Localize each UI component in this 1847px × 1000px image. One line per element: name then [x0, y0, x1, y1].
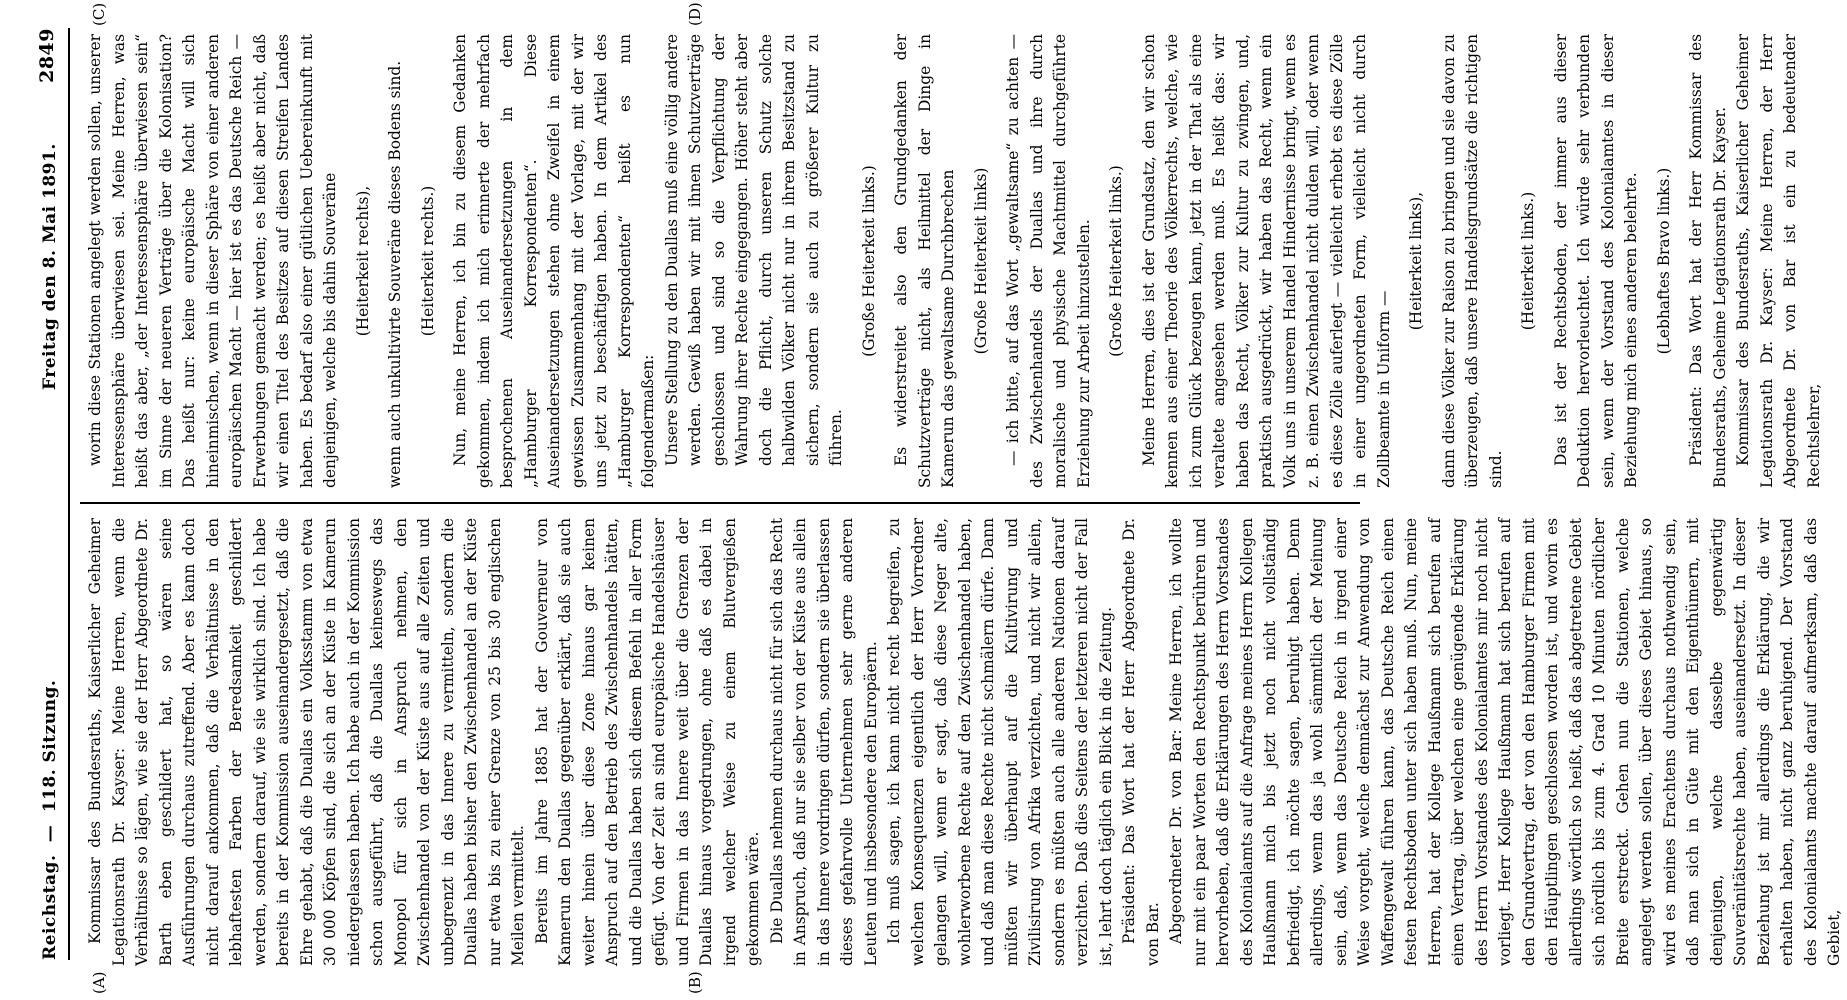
paragraph: Nun, meine Herren, ich bin zu diesem Gedanken gekommen, indem ich mich erinnerte der mehrfach besprochenen Auseinandersetzungen in dem „Hamburger Korrespondenten“. Diese Auseinandersetzungen stehen ohne Zweifel in einem gewissen Zusammenhang mit der Vorlage, mit der wir uns jetzt zu beschäftigen haben. In dem Artikel des „Hamburger Korrespondenten“ heißt es nun folgendermaßen:: [451, 34, 657, 488]
paragraph: Abgeordneter Dr. von Bar: Meine Herren, ich wollte nur mit ein paar Worten den Rechtspunkt berühren und hervorheben, daß die Erklärungen des Herrn Vorstandes des Kolonialamts auf die Anfrage meines Herrn Kollegen Haußmann mich bis jetzt noch nicht vollständig befriedigt, ich möchte sagen, beruhigt haben. Denn allerdings, wenn das ja wohl sämmtlich der Meinung sein, daß, wenn das Deutsche Reich in irgend einer Weise vorgeht, welche demnächst zur Anwendung von Waffengewalt führen kann, das Deutsche Reich einen festen Rechtsboden unter sich haben muß. Nun, meine Herren, hat der Kollege Haußmann sich berufen auf einen Vertrag, über welchen eine genügende Erklärung des Herrn Vorstandes des Kolonialamtes mir noch nicht vorliegt. Herr Kollege Haußmann hat sich berufen auf den Grundvertrag, der von den Hamburger Firmen mit den Häuptlingen geschlossen worden ist, und worin es allerdings wörtlich so heißt, daß das abgetretene Gebiet sich nördlich bis zum 4. Grad 10 Minuten nördlicher Breite erstreckt. Gehen nun die Stationen, welche angelegt werden sollen, über dieses Gebiet hinaus, so wird es meines Erachtens durchaus nothwendig sein, daß man sich in Güte mit den Eigenthümern, mit denjenigen, welche dasselbe gegenwärtig Souveränitätsrechte haben, auseinandersetzt. In dieser Beziehung ist mir allerdings die Erklärung, die wir erhalten haben, nicht ganz beruhigend. Der Vorstand des Kolonialamts machte darauf aufmerksam, daß das Gebiet,: [1167, 518, 1843, 966]
margin-marker-b: (B): [686, 971, 704, 994]
header-date: Freitag den 8. Mai 1891.: [40, 143, 60, 390]
stage-direction: (Heiterkeit rechts),: [353, 185, 372, 337]
margin-marker-c: (C): [90, 2, 108, 26]
stage-direction: (Große Heiterkeit links): [971, 167, 990, 355]
stage-direction: (Große Heiterkeit links.): [859, 165, 878, 357]
stage-direction: (Heiterkeit rechts.): [418, 185, 437, 337]
paragraph: — ich bitte, auf das Wort „gewaltsame“ zu achten — des Zwischenhandels der Duallas und ihre durch moralische und physische Machtmittel durchgeführte Erziehung zur Arbeit hinzustellen.: [1004, 34, 1093, 488]
paragraph: Präsident: Das Wort hat der Herr Kommissar des Bundesraths, Geheime Legationsrath Dr. Kayser.: [1687, 34, 1729, 488]
page-header: [36, 28, 70, 960]
header-session: [40, 680, 60, 960]
stage-direction: (Heiterkeit links.): [1519, 191, 1537, 331]
stage-direction: (Heiterkeit links),: [1407, 191, 1425, 331]
paragraph: Bereits im Jahre 1885 hat der Gouverneur von Kamerun den Duallas gegenüber erklärt, daß sie auch weiter hinein über diese Zone hinaus gar keinen Anspruch auf den Betrieb des Zwischenhandels hätten, und die Duallas haben sich diesem Befehl in aller Form gefügt. Von der Zeit an sind europäische Handelshäuser und Firmen in das Innere weit über die Grenzen der Duallas hinaus vorgedrungen, ohne daß es dabei in irgend welcher Weise zu einem Blutvergießen gekommen wäre.: [532, 518, 762, 966]
header-journal: Reichstag.: [40, 854, 60, 960]
page-number: 2849: [36, 28, 58, 83]
quoted-passage: Unsere Stellung zu den Duallas muß eine völlig andere werden. Gewiß haben wir mit ihnen Schutzverträge geschlossen und sind so die Verpflichtung der Wahrung ihrer Rechte eingegangen. Höher steht aber doch die Pflicht, durch unseren Schutz solche halbwilden Völker nicht nur in ihrem Besitzstand zu sichern, sondern sie auch zu größerer Kultur zu führen.: [662, 34, 845, 466]
header-session-number: 118. Sitzung.: [40, 679, 60, 813]
stage-direction: (Große Heiterkeit links.): [1107, 165, 1125, 357]
margin-marker-a: (A): [90, 971, 108, 994]
header-rule: [68, 28, 70, 960]
paragraph: Die Duallas nehmen durchaus nicht für sich das Recht in Anspruch, daß nur sie selber von der Küste aus allein in das Innere vordringen dürfen, sondern sie überlassen dieses gefahrvolle Unternehmen sehr gerne anderen Leuten und insbesondere den Europäern.: [767, 518, 880, 966]
header-separator: —: [40, 824, 60, 843]
paragraph: Das ist der Rechtsboden, der immer aus dieser Deduktion hervorleuchtet. Ich würde sehr verbunden sein, wenn der Vorstand des Kolonialamtes in dieser Beziehung mich eines anderen belehrte.: [1551, 34, 1640, 488]
right-column: [84, 34, 1823, 488]
paragraph: Kommissar des Bundesraths, Kaiserlicher Geheimer Legationsrath Dr. Kayser: Meine Herren, wenn die Verhältnisse so lägen, wie sie der Herr Abgeordnete Dr. Barth eben geschildert hat, so wären seine Ausführungen durchaus zutreffend. Aber es kann doch nicht darauf ankommen, daß die Verhältnisse in den lebhaftesten Farben der Beredsamkeit geschildert werden, sondern darauf, wie sie wirklich sind. Ich habe bereits in der Kommission auseinandergesetzt, daß die Ehre gehabt, daß die Duallas ein Volksstamm von etwa 30 000 Köpfen sind, die sich an der Küste in Kamerun niedergelassen haben. Ich habe auch in der Kommission schon ausgeführt, daß die Duallas keineswegs das Monopol für sich in Anspruch nehmen, den Zwischenhandel von der Küste aus auf alle Zeiten und unbegrenzt in das Innere zu vermitteln, sondern die Duallas haben bisher den Zwischenhandel an der Küste nur etwa bis zu einer Grenze von 25 bis 30 englischen Meilen vermittelt.: [86, 518, 527, 966]
stage-direction: (Lebhaftes Bravo links.): [1654, 167, 1673, 355]
paragraph: Es widerstreitet also den Grundgedanken der Schutzverträge nicht, als Heilmittel der Dinge in Kamerun das gewaltsame Durchbrechen: [892, 34, 957, 488]
column-divider: [80, 502, 1360, 504]
paragraph: dann diese Völker zur Raison zu bringen und sie davon zu überzeugen, daß unsere Handelsgrundsätze die richtigen sind.: [1439, 34, 1505, 488]
paragraph: worin diese Stationen angelegt werden sollen, unserer Interessensphäre überwiesen sei. Meine Herren, was heißt das aber, „der Interessensphäre überwiesen sein“ im Sinne der neueren Verträge über die Kolonisation? Das heißt nur: keine europäische Macht will sich hineinmischen, wenn in dieser Sphäre von einer anderen europäischen Macht — hier ist es das Deutsche Reich — Erwerbungen gemacht werden; es heißt aber nicht, daß wir einen Titel des Besitzes auf diesen Streifen Landes haben. Es bedarf also einer gütlichen Uebereinkunft mit denjenigen, welche bis dahin Souveräne: [86, 34, 339, 488]
paragraph: Meine Herren, dies ist der Grundsatz, den wir schon kennen aus einer Theorie des Völkerrechts, welche, wie ich zum Glück bezeugen kann, jetzt in der That als eine veraltete angesehen werden muß. Es heißt das: wir haben das Recht, Völker zur Kultur zu zwingen, und, praktisch ausgedrückt, wir haben das Recht, wenn ein Volk uns in unserem Handel Hindernisse bringt, wenn es z. B. einen Zwischenhandel nicht dulden will, oder wenn es diese Zölle auferlegt — vielleicht erhebt es diese Zölle in einer ungeordneten Form, vielleicht nicht durch Zollbeamte in Uniform —: [1139, 34, 1393, 488]
left-column: [84, 518, 1843, 966]
paragraph: wenn auch unkultivirte Souveräne dieses Bodens sind.: [386, 60, 404, 488]
paragraph: Ich muß sagen, ich kann nicht recht begreifen, zu welchen Konsequenzen eigentlich der Herr Vorredner gelangen will, wenn er sagt, daß diese Neger alte, wohlerworbene Rechte auf den Zwischenhandel haben, und daß man diese Rechte nicht schmälern dürfe. Dann müßten wir überhaupt auf die Kultivirung und Zivilisirung von Afrika verzichten, und nicht wir allein, sondern es müßten auch alle anderen Nationen darauf verzichten. Daß dies Seitens der letzteren nicht der Fall ist, lehrt doch täglich ein Blick in die Zeitung.: [885, 518, 1115, 966]
margin-marker-d: (D): [686, 2, 704, 26]
paragraph: Kommissar des Bundesraths, Kaiserlicher Geheimer Legationsrath Dr. Kayser: Meine Herren, der Herr Abgeordnete Dr. von Bar ist ein zu bedeutender Rechtslehrer,: [1734, 34, 1823, 488]
paragraph: Präsident: Das Wort hat der Herr Abgeordnete Dr. von Bar.: [1120, 518, 1162, 966]
